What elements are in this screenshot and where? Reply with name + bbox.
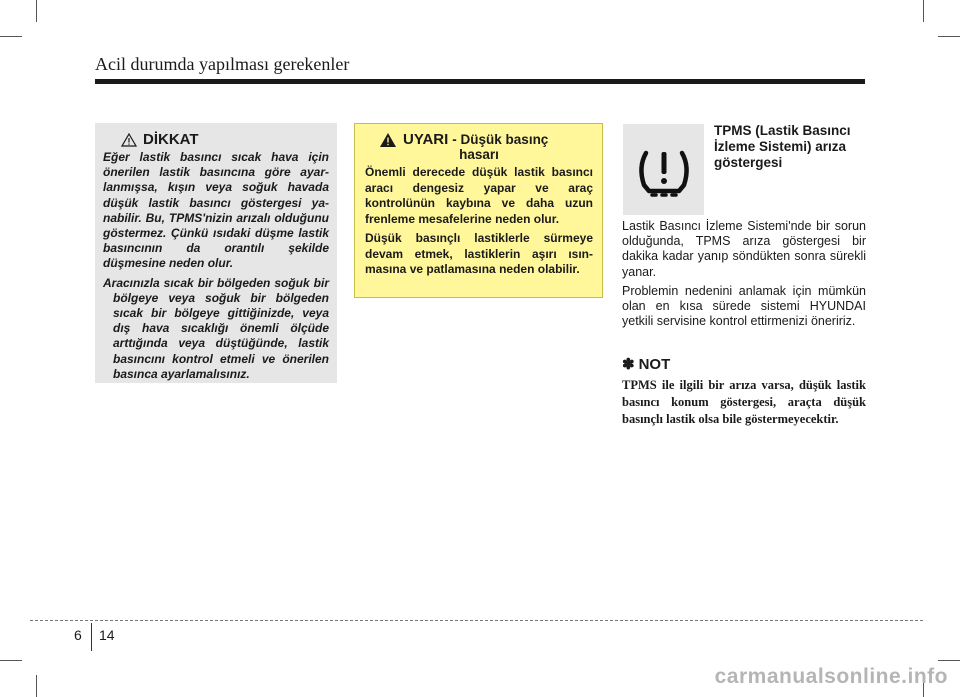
warning-triangle-icon <box>379 132 397 148</box>
crop-mark <box>36 675 37 697</box>
crop-mark <box>0 36 22 37</box>
tpms-paragraph: Lastik Basıncı İzleme Sistemi'nde bir sorun olduğunda, TPMS arıza göstergesi bir dakika kadar yanıp söndükten sonra sürekli yanar. <box>622 219 866 279</box>
chapter-number: 6 <box>74 627 82 643</box>
page-number: 14 <box>99 627 115 643</box>
note-text: TPMS ile ilgili bir arıza varsa, düşük lastik basıncı konum göstergesi, araçta düşük basınçlı lastik olsa bile göstermeyecektir. <box>622 378 866 426</box>
caution-paragraph: Aracınızla sıcak bir bölgeden soğuk bir bölgeye veya soğuk bir bölgeden sıcak bir bölgeye gittiğinizde, veya dış hava sıcaklığı önemli ölçüde arttığında veya düştüğünde, lastik basıncını kontrol etmeli ve önerilen basınca ayarlamalısınız. <box>103 275 329 381</box>
crop-mark <box>36 0 37 22</box>
note-star-icon: ✽ <box>622 356 635 373</box>
crop-mark <box>0 660 22 661</box>
watermark: carmanualsonline.info <box>714 665 948 688</box>
caution-paragraph: Eğer lastik basıncı sıcak hava için önerilen lastik basıncına göre ayarlanmışsa, kışın veya soğuk havada düşük lastik basıncı göstergesi yanabilir. Bu, TPMS'nizin arızalı olduğunu göstermez. Çünkü ısıdaki düşme lastik basıncının da orantılı şekilde düşmesine neden olur. <box>103 150 329 271</box>
caution-box <box>95 123 337 383</box>
header-rule <box>95 79 865 84</box>
tpms-warning-icon <box>623 124 704 215</box>
warning-title: UYARI <box>403 131 449 148</box>
note-title: NOT <box>638 355 671 373</box>
footer-rule <box>30 620 923 621</box>
crop-mark <box>923 0 924 22</box>
note-heading <box>622 355 670 373</box>
crop-mark <box>938 660 960 661</box>
caution-heading <box>121 131 329 148</box>
warning-subtitle: - Düşük basınç <box>452 132 549 147</box>
warning-paragraph: Düşük basınçlı lastiklerle sürmeye devam etmek, lastiklerin aşırı ısınmasına ve patlamasına neden olabilir. <box>365 231 593 276</box>
warning-subtitle-cont: hasarı <box>459 147 499 162</box>
page-header-title: Acil durumda yapılması gerekenler <box>95 54 350 74</box>
tpms-paragraph: Problemin nedenini anlamak için mümkün olan en kısa sürede sistemi HYUNDAI yetkili servisine kontrol ettirmenizi öneririz. <box>622 283 866 329</box>
tpms-title: TPMS (Lastik Basıncı İzleme Sistemi) arıza göstergesi <box>714 123 851 170</box>
tpms-description <box>622 219 866 333</box>
warning-heading <box>379 131 593 148</box>
caution-title: DİKKAT <box>143 131 199 148</box>
warning-box <box>354 123 603 298</box>
crop-mark <box>938 36 960 37</box>
caution-triangle-icon <box>121 133 137 147</box>
page-number-divider <box>91 623 92 651</box>
warning-paragraph: Önemli derecede düşük lastik basıncı aracı dengesiz yapar ve araç kontrolünün kaybına ve daha uzun frenleme mesafelerine neden olur. <box>365 165 593 226</box>
